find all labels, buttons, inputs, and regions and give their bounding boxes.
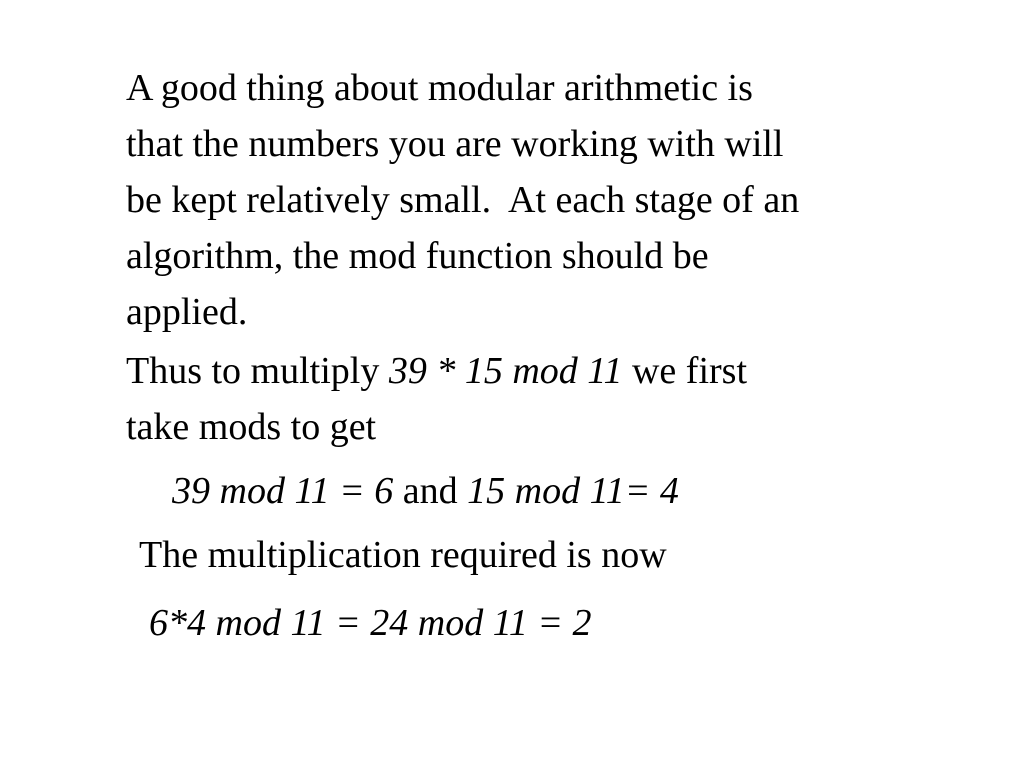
multiply-line-1 <box>126 343 946 399</box>
mods-equation-line <box>172 463 992 519</box>
multiply-suffix: we first <box>622 350 748 392</box>
result-equation <box>149 595 969 651</box>
mod-expression-2: 15 mod 11= 4 <box>467 470 679 512</box>
multiply-expression: 39 * 15 mod 11 <box>388 350 623 392</box>
result-equation-line <box>149 595 969 651</box>
result-expression: 6*4 mod 11 = 24 mod 11 = 2 <box>149 602 592 644</box>
multiply-paragraph <box>126 343 946 455</box>
intro-line-5: applied. <box>126 291 248 333</box>
mods-equation <box>172 463 992 519</box>
intro-paragraph <box>126 60 946 340</box>
multiplication-statement <box>139 527 959 583</box>
intro-line-4: algorithm, the mod function should be <box>126 235 709 277</box>
multiplication-statement-text: The multiplication required is now <box>139 534 667 576</box>
multiply-line-2: take mods to get <box>126 406 377 448</box>
mod-expression-1: 39 mod 11 = 6 <box>172 470 394 512</box>
multiply-prefix: Thus to multiply <box>126 350 389 392</box>
mods-connector: and <box>393 470 468 512</box>
intro-line-1: A good thing about modular arithmetic is <box>126 67 753 109</box>
intro-line-3: be kept relatively small. At each stage of an <box>126 179 800 221</box>
intro-line-2: that the numbers you are working with will <box>126 123 784 165</box>
